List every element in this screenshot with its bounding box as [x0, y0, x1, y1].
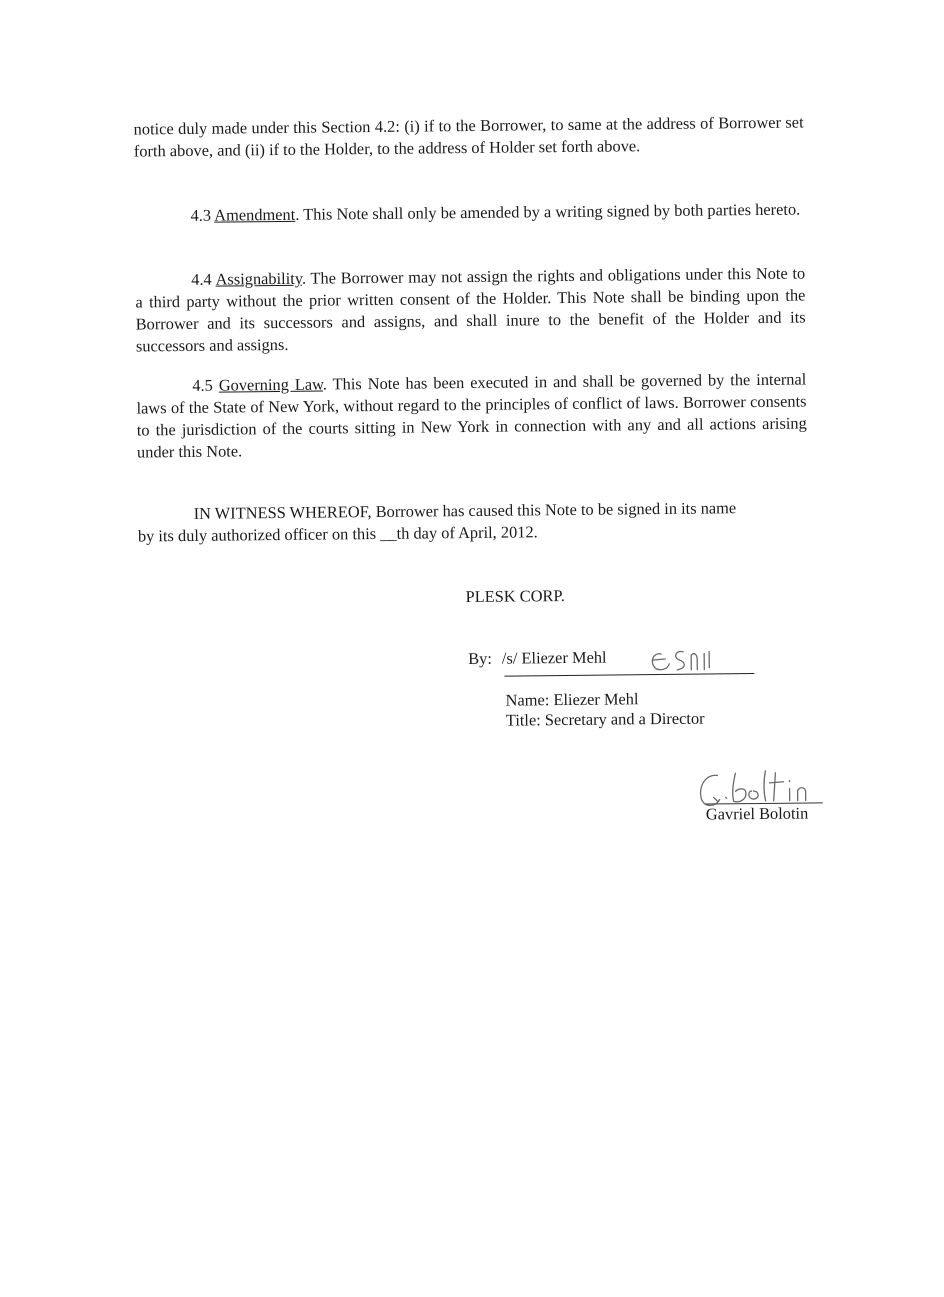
section-number: 4.4 [191, 269, 212, 289]
section-heading: Amendment [214, 204, 296, 225]
witness-name: Gavriel Bolotin [705, 803, 809, 824]
notice-paragraph: notice duly made under this Section 4.2: (i) if to the Borrower, to same at the address of Borrower set forth above, and (ii) if to the Holder, to the address of Holder set forth above. [133, 112, 804, 161]
signed-by-line [468, 647, 607, 670]
section-4-4-assignability [135, 262, 806, 357]
section-body: . This Note shall only be amended by a writing signed by both parties hereto. [295, 199, 801, 224]
signatory-name: Name: Eliezer Mehl [505, 689, 639, 710]
section-number: 4.3 [190, 205, 212, 225]
by-signatory: /s/ Eliezer Mehl [501, 647, 607, 668]
section-4-5-governing-law [136, 368, 807, 463]
section-number: 4.5 [192, 375, 213, 395]
signatory-title: Title: Secretary and a Director [505, 708, 705, 730]
company-name: PLESK CORP. [465, 586, 565, 607]
section-body: . The Borrower may not assign the rights and obligations under this Note to a third party without the prior written consent of the Holder. This Note shall be binding upon the Borrower and its successors and assigns, and shall inure to the benefit of the Holder and its successors and assigns. [135, 263, 806, 356]
section-heading: Governing Law [218, 374, 323, 395]
witness-clause: IN WITNESS WHEREOF, Borrower has caused this Note to be signed in its name by its duly authorized officer on this __th day of April, 2012. [137, 498, 737, 546]
section-heading: Assignability [215, 268, 302, 289]
initials-signature-image [647, 639, 717, 676]
section-body: . This Note has been executed in and shall be governed by the internal laws of the State of New York, without regard to the principles of conflict of laws. Borrower consents to the jurisdiction of the courts sitting in New York in connection with any and all actions arising under this Note. [136, 369, 807, 462]
by-label: By: [468, 648, 492, 669]
section-4-3-amendment [134, 198, 804, 227]
